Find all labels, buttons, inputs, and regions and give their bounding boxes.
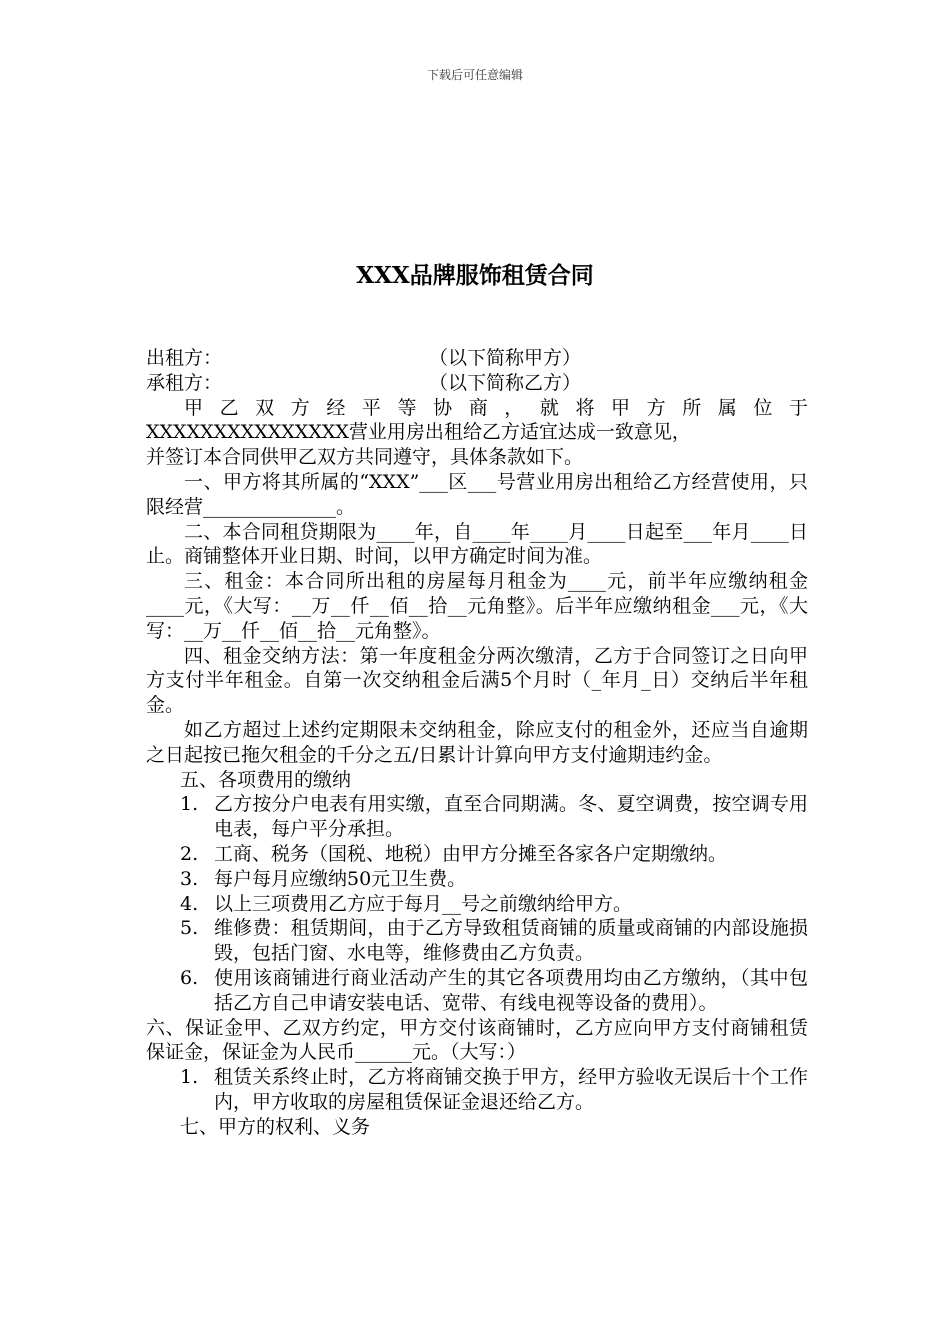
item-text: 工商、税务（国税、地税）由甲方分摊至各家各户定期缴纳。 [214,842,728,865]
item-text: 租赁关系终止时，乙方将商铺交换于甲方，经甲方验收无误后十个工作内，甲方收取的房屋租赁保证金退还给乙方。 [214,1066,808,1113]
section-7-heading: 七、甲方的权利、义务 [180,1115,371,1138]
intro-line-2: XXXXXXXXXXXXXXX营业用房出租给乙方适宜达成一致意见， [146,421,691,444]
item-number: 6. [180,966,199,989]
clause-1-text-a: 一、甲方将其所属的“XXX” [184,470,420,493]
section-5-item [146,842,808,867]
item-text: 以上三项费用乙方应于每月__号之前缴纳给甲方。 [214,892,633,915]
section-6-item [146,1065,808,1115]
item-number: 4. [180,892,199,915]
item-text: 使用该商铺进行商业活动产生的其它各项费用均由乙方缴纳，（其中包括乙方自己申请安装电话、宽带、有线电视等设备的费用）。 [214,966,808,1014]
item-number: 2. [180,842,199,865]
clause-2: 二、本合同租贷期限为____年，自____年____月____日起至___年月____日止。商铺整体开业日期、时间，以甲方确定时间为准。 [146,520,808,568]
clause-1-text-c: 号营业用房出租给乙方经营使用，只限经营 [146,470,808,518]
section-5-item [146,916,808,966]
item-text: 每户每月应缴纳50元卫生费。 [214,867,467,890]
clause-4-penalty: 如乙方超过上述约定期限未交纳租金，除应支付的租金外，还应当自逾期之日起按已拖欠租金的千分之五/日累计计算向甲方支付逾期违约金。 [146,718,808,766]
item-number: 1. [180,793,199,816]
clause-1 [146,470,808,520]
section-5-item [146,867,808,892]
lessor-note: （以下简称甲方） [429,347,582,369]
lessor-line [146,346,808,371]
section-5-heading: 五、各项费用的缴纳 [180,768,352,791]
item-number: 1. [180,1066,199,1089]
lessee-note: （以下简称乙方） [429,371,582,394]
intro-line-1: 甲 乙 双 方 经 平 等 协 商 ， 就 将 甲 方 所 属 位 于 [184,396,808,419]
section-5-item [146,792,808,842]
lessor-label: 出租方： [146,347,223,369]
section-5-item [146,892,808,917]
section-5-item [146,966,808,1016]
page-header: 下载后可任意编辑 [426,68,523,82]
clause-1-text-b: 区 [447,470,468,493]
intro-line-3: 并签订本合同供甲乙双方共同遵守，具体条款如下。 [146,446,584,469]
clause-1-blank-number: ___ [467,470,497,493]
clause-1-blank-business: ______________ [203,495,337,518]
item-number: 3. [180,867,199,890]
lessee-line [146,371,808,396]
section-6-text: 六、保证金甲、乙双方约定，甲方交付该商铺时，乙方应向甲方支付商铺租赁保证金，保证金为人民币______元。（大写：） [146,1016,808,1064]
lessee-label: 承租方： [146,371,223,394]
clause-4: 四、租金交纳方法：第一年度租金分两次缴清，乙方于合同签订之日向甲方支付半年租金。自第一次交纳租金后满5个月时（_年月_日）交纳后半年租金。 [146,644,808,717]
contract-body [146,346,808,1140]
item-text: 乙方按分户电表有用实缴，直至合同期满。冬、夏空调费，按空调专用电表，每户平分承担。 [214,793,808,841]
clause-1-text-d: 。 [336,495,356,518]
clause-1-blank-district: ___ [419,470,448,493]
clause-3: 三、租金：本合同所出租的房屋每月租金为____元，前半年应缴纳租金____元，《大写：__万__仟__佰__拾__元角整》。后半年应缴纳租金___元，《大写：__万__仟__佰__拾__元角整》。 [146,570,808,642]
item-text: 维修费：租赁期间，由于乙方导致租赁商铺的质量或商铺的内部设施损毁，包括门窗、水电等，维修费由乙方负责。 [214,917,808,965]
item-number: 5. [180,917,199,940]
document-title: XXX品牌服饰租赁合同 [356,262,594,289]
